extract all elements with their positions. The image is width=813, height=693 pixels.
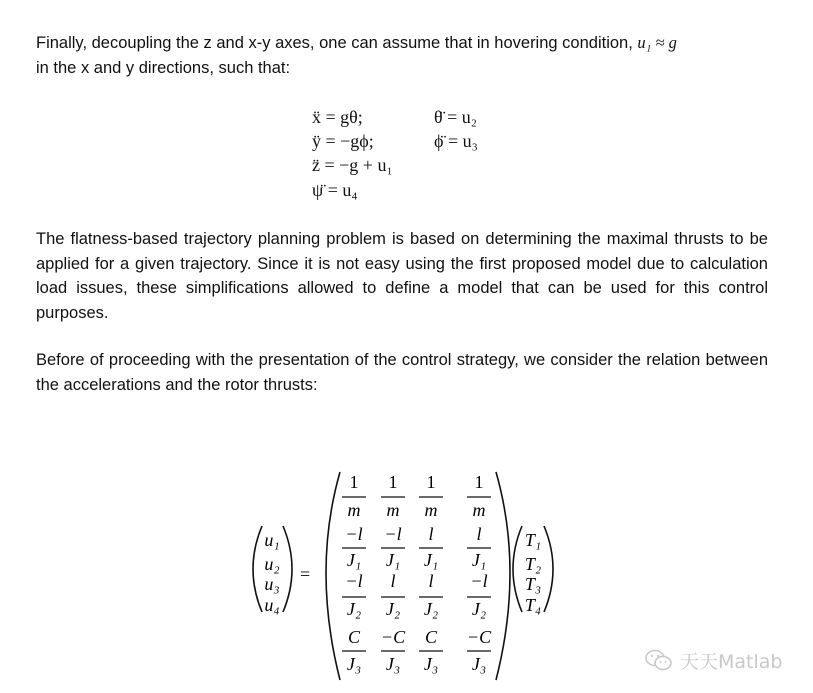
matrix-numerator: 1 [426,472,436,492]
equation-right: ϕ̈ = u₃ [434,131,478,151]
rhs-entry: T₂ [524,554,542,574]
matrix-left-paren [326,472,340,680]
rhs-entry: T₁ [524,530,542,550]
matrix-numerator: l [428,524,434,544]
matrix-denominator: m [386,500,400,520]
matrix-denominator: J₃ [385,654,401,674]
matrix-denominator: J₃ [423,654,439,674]
watermark [644,646,782,674]
matrix-numerator: −l [384,524,402,544]
rhs-entry: T₄ [524,595,542,615]
relation-paragraph: Before of proceeding with the presentation of the control strategy, we consider the relation between the accelerations and the rotor thrusts: [36,351,768,394]
rhs-entry: T₃ [524,574,542,594]
rhs-left-paren [513,526,522,612]
intro-text: Finally, decoupling the z and x-y axes, one can assume that in hovering condition, [36,34,633,52]
equation-left: ẍ = gθ; [312,107,363,127]
matrix-numerator: −C [466,627,492,647]
lhs-entry: u₂ [264,554,280,574]
matrix-denominator: J₃ [471,654,487,674]
matrix-numerator: 1 [349,472,359,492]
lhs-left-paren [253,526,262,612]
equals-sign: = [300,564,311,584]
matrix-denominator: J₁ [423,550,439,570]
flatness-paragraph: The flatness-based trajectory planning problem is based on determining the maximal thrusts to be applied for a given trajectory. Since it is not easy using the first proposed model due to calculation load issues, these simplifications allowed to define a model that can be used for this control purposes. [36,230,768,322]
matrix-right-paren [496,472,510,680]
watermark-text: 天天Matlab [680,650,783,673]
rhs-vector [525,530,541,615]
lhs-entry: u₁ [264,530,280,550]
intro-text-2: in the x and y directions, such that: [36,58,291,77]
wechat-icon [644,648,674,672]
matrix-numerator: C [347,627,361,647]
matrix-numerator: −C [380,627,406,647]
matrix-denominator: J₂ [385,599,401,619]
matrix-denominator: J₂ [346,599,362,619]
matrix-numerator: −l [470,571,488,591]
matrix-numerator: −l [345,571,363,591]
lhs-vector [264,530,279,615]
matrix-denominator: J₃ [346,654,362,674]
matrix-denominator: J₁ [471,550,487,570]
equation-left: ÿ = −gϕ; [312,131,374,151]
equation-left: z̈ = −g + u₁ [312,155,393,175]
matrix-denominator: m [472,500,486,520]
lhs-entry: u₃ [264,574,280,594]
matrix-denominator: m [424,500,438,520]
equation-left: ψ̈ = u₄ [312,180,358,200]
matrix-entries [342,472,492,674]
matrix-denominator: J₂ [423,599,439,619]
matrix-numerator: −l [345,524,363,544]
matrix-numerator: 1 [388,472,398,492]
matrix-numerator: l [390,571,396,591]
intro-math: u₁ ≈ g [637,33,677,52]
matrix-numerator: 1 [474,472,484,492]
rhs-right-paren [544,526,553,612]
equation-right: θ̈ = u₂ [434,107,478,127]
lhs-entry: u₄ [264,595,280,615]
matrix-numerator: l [476,524,482,544]
matrix-numerator: l [428,571,434,591]
matrix-denominator: J₁ [385,550,401,570]
matrix-denominator: m [347,500,361,520]
matrix-numerator: C [424,627,438,647]
lhs-right-paren [283,526,292,612]
matrix-denominator: J₂ [471,599,487,619]
matrix-denominator: J₁ [346,550,362,570]
